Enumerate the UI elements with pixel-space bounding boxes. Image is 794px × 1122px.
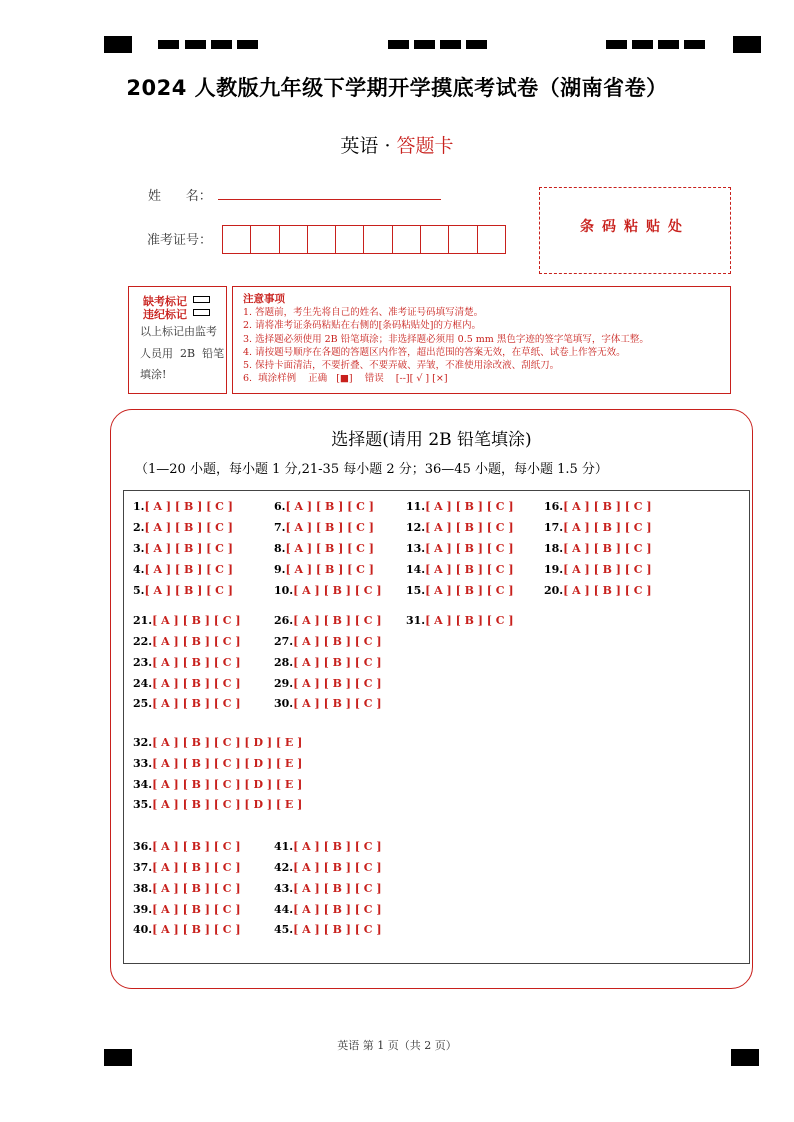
answer-row[interactable] bbox=[133, 736, 302, 749]
answer-row[interactable] bbox=[133, 840, 241, 853]
question-number: 20. bbox=[544, 584, 564, 597]
answer-row[interactable] bbox=[133, 614, 241, 627]
answer-options[interactable]: [ A ] [ B ] [ C ] bbox=[152, 614, 241, 627]
answer-options[interactable]: [ A ] [ B ] [ C ] bbox=[563, 500, 652, 513]
subtitle-subject: 英语 · bbox=[340, 135, 397, 157]
registration-mark bbox=[211, 40, 232, 49]
answer-options[interactable]: [ A ] [ B ] [ C ] bbox=[144, 521, 233, 534]
answer-options[interactable]: [ A ] [ B ] [ C ] bbox=[293, 677, 382, 690]
question-number: 41. bbox=[274, 840, 294, 853]
answer-options[interactable]: [ A ] [ B ] [ C ] [ D ] [ E ] bbox=[152, 778, 303, 791]
question-number: 35. bbox=[133, 798, 153, 811]
question-number: 25. bbox=[133, 697, 153, 710]
answer-row[interactable] bbox=[544, 563, 652, 576]
answer-options[interactable]: [ A ] [ B ] [ C ] bbox=[563, 584, 652, 597]
absent-mark-label: 缺考标记 bbox=[143, 295, 187, 308]
answer-row[interactable] bbox=[133, 635, 241, 648]
notice-item: 1. 答题前，考生先将自己的姓名、准考证号码填写清楚。 bbox=[243, 307, 484, 318]
question-number: 37. bbox=[133, 861, 153, 874]
answer-row[interactable] bbox=[274, 677, 382, 690]
answer-options[interactable]: [ A ] [ B ] [ C ] bbox=[285, 563, 374, 576]
question-number: 9. bbox=[274, 563, 286, 576]
absent-checkbox[interactable] bbox=[193, 296, 210, 303]
answer-row[interactable] bbox=[274, 923, 382, 936]
answer-options[interactable]: [ A ] [ B ] [ C ] bbox=[293, 923, 382, 936]
mark-note: 以上标记由监考 bbox=[140, 325, 217, 338]
answer-row[interactable] bbox=[133, 656, 241, 669]
answer-row[interactable] bbox=[274, 584, 382, 597]
id-digit-box[interactable] bbox=[335, 225, 364, 254]
answer-options[interactable]: [ A ] [ B ] [ C ] bbox=[293, 861, 382, 874]
answer-options[interactable]: [ A ] [ B ] [ C ] bbox=[563, 521, 652, 534]
absence-mark-box bbox=[128, 286, 227, 394]
registration-mark bbox=[658, 40, 679, 49]
subtitle-card: 答题卡 bbox=[396, 135, 454, 157]
question-number: 26. bbox=[274, 614, 294, 627]
answer-options[interactable]: [ A ] [ B ] [ C ] bbox=[425, 584, 514, 597]
id-digit-box[interactable] bbox=[477, 225, 506, 254]
answer-row[interactable] bbox=[133, 923, 241, 936]
violation-mark-label: 违纪标记 bbox=[143, 308, 187, 321]
answer-row[interactable] bbox=[133, 861, 241, 874]
answer-options[interactable]: [ A ] [ B ] [ C ] [ D ] [ E ] bbox=[152, 757, 303, 770]
answer-options[interactable]: [ A ] [ B ] [ C ] bbox=[152, 903, 241, 916]
answer-options[interactable]: [ A ] [ B ] [ C ] bbox=[425, 521, 514, 534]
name-field[interactable] bbox=[218, 199, 441, 200]
answer-row[interactable] bbox=[133, 584, 233, 597]
answer-options[interactable]: [ A ] [ B ] [ C ] bbox=[285, 500, 374, 513]
answer-row[interactable] bbox=[274, 635, 382, 648]
answer-row[interactable] bbox=[406, 584, 514, 597]
question-number: 5. bbox=[133, 584, 145, 597]
registration-mark bbox=[440, 40, 461, 49]
registration-mark bbox=[466, 40, 487, 49]
answer-row[interactable] bbox=[133, 500, 233, 513]
answer-options[interactable]: [ A ] [ B ] [ C ] bbox=[293, 584, 382, 597]
answer-row[interactable] bbox=[133, 521, 233, 534]
answer-options[interactable]: [ A ] [ B ] [ C ] bbox=[152, 923, 241, 936]
name-label: 姓 名： bbox=[148, 189, 212, 204]
question-number: 16. bbox=[544, 500, 564, 513]
answer-options[interactable]: [ A ] [ B ] [ C ] bbox=[144, 584, 233, 597]
answer-options[interactable]: [ A ] [ B ] [ C ] bbox=[152, 840, 241, 853]
question-number: 23. bbox=[133, 656, 153, 669]
answer-row[interactable] bbox=[406, 614, 514, 627]
page-subtitle bbox=[0, 131, 794, 158]
answer-options[interactable]: [ A ] [ B ] [ C ] bbox=[293, 697, 382, 710]
answer-options[interactable]: [ A ] [ B ] [ C ] bbox=[293, 635, 382, 648]
answer-options[interactable]: [ A ] [ B ] [ C ] bbox=[293, 840, 382, 853]
question-number: 30. bbox=[274, 697, 294, 710]
id-label: 准考证号： bbox=[147, 233, 213, 248]
answer-options[interactable]: [ A ] [ B ] [ C ] bbox=[563, 563, 652, 576]
question-number: 29. bbox=[274, 677, 294, 690]
answer-row[interactable] bbox=[274, 903, 382, 916]
question-number: 40. bbox=[133, 923, 153, 936]
registration-mark bbox=[185, 40, 206, 49]
answer-options[interactable]: [ A ] [ B ] [ C ] bbox=[152, 882, 241, 895]
question-number: 17. bbox=[544, 521, 564, 534]
answer-row[interactable] bbox=[274, 697, 382, 710]
answer-row[interactable] bbox=[274, 542, 374, 555]
answer-options[interactable]: [ A ] [ B ] [ C ] bbox=[152, 677, 241, 690]
answer-options[interactable]: [ A ] [ B ] [ C ] [ D ] [ E ] bbox=[152, 798, 303, 811]
notice-item: 3. 选择题必须使用 2B 铅笔填涂；非选择题必须用 0.5 mm 黑色字迹的签字笔填写，字体工整。 bbox=[243, 333, 649, 345]
id-digit-box[interactable] bbox=[363, 225, 392, 254]
registration-mark bbox=[104, 36, 132, 53]
question-number: 19. bbox=[544, 563, 564, 576]
answer-options[interactable]: [ A ] [ B ] [ C ] bbox=[285, 542, 374, 555]
registration-mark bbox=[632, 40, 653, 49]
answer-row[interactable] bbox=[133, 798, 302, 811]
question-number: 27. bbox=[274, 635, 294, 648]
question-number: 33. bbox=[133, 757, 153, 770]
id-digit-box[interactable] bbox=[279, 225, 308, 254]
question-number: 14. bbox=[406, 563, 426, 576]
answer-options[interactable]: [ A ] [ B ] [ C ] bbox=[144, 500, 233, 513]
registration-mark bbox=[237, 40, 258, 49]
answer-row[interactable] bbox=[133, 542, 233, 555]
answer-options[interactable]: [ A ] [ B ] [ C ] bbox=[152, 697, 241, 710]
question-number: 42. bbox=[274, 861, 294, 874]
question-number: 15. bbox=[406, 584, 426, 597]
question-number: 34. bbox=[133, 778, 153, 791]
answer-row[interactable] bbox=[274, 861, 382, 874]
question-number: 10. bbox=[274, 584, 294, 597]
answer-options[interactable]: [ A ] [ B ] [ C ] bbox=[425, 500, 514, 513]
answer-row[interactable] bbox=[544, 542, 652, 555]
id-digit-box[interactable] bbox=[250, 225, 279, 254]
violation-checkbox[interactable] bbox=[193, 309, 210, 316]
question-number: 6. bbox=[274, 500, 286, 513]
id-digit-box[interactable] bbox=[448, 225, 477, 254]
answer-options[interactable]: [ A ] [ B ] [ C ] bbox=[144, 563, 233, 576]
question-number: 21. bbox=[133, 614, 153, 627]
answer-row[interactable] bbox=[274, 656, 382, 669]
answer-options[interactable]: [ A ] [ B ] [ C ] bbox=[425, 614, 514, 627]
answer-row[interactable] bbox=[544, 584, 652, 597]
choice-scoring-note: （1—20 小题，每小题 1 分,21-35 每小题 2 分；36—45 小题，每小题 1.5 分） bbox=[135, 462, 608, 477]
question-number: 36. bbox=[133, 840, 153, 853]
question-number: 2. bbox=[133, 521, 145, 534]
notice-item: 4. 请按题号顺序在各题的答题区内作答，超出范围的答案无效，在草纸、试卷上作答无效。 bbox=[243, 346, 626, 358]
question-number: 8. bbox=[274, 542, 286, 555]
question-number: 11. bbox=[406, 500, 426, 513]
answer-row[interactable] bbox=[274, 563, 374, 576]
answer-row[interactable] bbox=[133, 677, 241, 690]
page-footer: 英语 第 1 页（共 2 页） bbox=[337, 1039, 457, 1052]
question-number: 4. bbox=[133, 563, 145, 576]
question-number: 1. bbox=[133, 500, 145, 513]
answer-row[interactable] bbox=[544, 500, 652, 513]
question-number: 31. bbox=[406, 614, 426, 627]
answer-options[interactable]: [ A ] [ B ] [ C ] [ D ] [ E ] bbox=[152, 736, 303, 749]
registration-mark bbox=[684, 40, 705, 49]
mark-note: 人员用 2B 铅笔 bbox=[140, 347, 225, 360]
choice-title: 选择题(请用 2B 铅笔填涂) bbox=[331, 430, 532, 450]
answer-row[interactable] bbox=[133, 697, 241, 710]
registration-mark bbox=[733, 36, 761, 53]
answer-row[interactable] bbox=[274, 614, 382, 627]
id-digit-box[interactable] bbox=[392, 225, 421, 254]
answer-options[interactable]: [ A ] [ B ] [ C ] bbox=[293, 882, 382, 895]
answer-options[interactable]: [ A ] [ B ] [ C ] bbox=[152, 656, 241, 669]
question-number: 44. bbox=[274, 903, 294, 916]
answer-options[interactable]: [ A ] [ B ] [ C ] bbox=[152, 861, 241, 874]
notice-heading: 注意事项 bbox=[243, 293, 285, 305]
question-number: 24. bbox=[133, 677, 153, 690]
question-number: 45. bbox=[274, 923, 294, 936]
question-number: 28. bbox=[274, 656, 294, 669]
question-number: 18. bbox=[544, 542, 564, 555]
answer-row[interactable] bbox=[274, 882, 382, 895]
barcode-label: 条码粘贴处 bbox=[580, 219, 690, 235]
answer-row[interactable] bbox=[544, 521, 652, 534]
answer-row[interactable] bbox=[274, 500, 374, 513]
question-number: 7. bbox=[274, 521, 286, 534]
question-number: 3. bbox=[133, 542, 145, 555]
answer-options[interactable]: [ A ] [ B ] [ C ] bbox=[144, 542, 233, 555]
question-number: 39. bbox=[133, 903, 153, 916]
question-number: 22. bbox=[133, 635, 153, 648]
barcode-area bbox=[539, 187, 731, 274]
notice-item: 5. 保持卡面清洁，不要折叠、不要弄破、弄皱，不准使用涂改液、刮纸刀。 bbox=[243, 360, 560, 372]
answer-row[interactable] bbox=[133, 778, 302, 791]
question-number: 32. bbox=[133, 736, 153, 749]
mark-note: 填涂! bbox=[140, 368, 167, 381]
answer-options[interactable]: [ A ] [ B ] [ C ] bbox=[293, 903, 382, 916]
answer-row[interactable] bbox=[406, 521, 514, 534]
id-digit-box[interactable] bbox=[307, 225, 336, 254]
answer-options[interactable]: [ A ] [ B ] [ C ] bbox=[425, 563, 514, 576]
answer-row[interactable] bbox=[274, 840, 382, 853]
notice-item: 6. 填涂样例 正确 [■] 错误 [--][ √ ] [×] bbox=[243, 373, 448, 385]
answer-row[interactable] bbox=[406, 500, 514, 513]
answer-options[interactable]: [ A ] [ B ] [ C ] bbox=[285, 521, 374, 534]
question-number: 38. bbox=[133, 882, 153, 895]
answer-options[interactable]: [ A ] [ B ] [ C ] bbox=[152, 635, 241, 648]
notice-item: 2. 请将准考证条码粘贴在右侧的[条码粘贴处]的方框内。 bbox=[243, 320, 481, 332]
registration-mark bbox=[414, 40, 435, 49]
answer-options[interactable]: [ A ] [ B ] [ C ] bbox=[425, 542, 514, 555]
registration-mark bbox=[606, 40, 627, 49]
registration-mark bbox=[158, 40, 179, 49]
answer-row[interactable] bbox=[274, 521, 374, 534]
registration-mark bbox=[388, 40, 409, 49]
answer-options[interactable]: [ A ] [ B ] [ C ] bbox=[293, 656, 382, 669]
id-digit-box[interactable] bbox=[222, 225, 251, 254]
answer-row[interactable] bbox=[406, 542, 514, 555]
answer-options[interactable]: [ A ] [ B ] [ C ] bbox=[293, 614, 382, 627]
answer-row[interactable] bbox=[406, 563, 514, 576]
question-number: 43. bbox=[274, 882, 294, 895]
question-number: 12. bbox=[406, 521, 426, 534]
id-number-boxes[interactable] bbox=[222, 225, 505, 254]
notice-box bbox=[232, 286, 731, 394]
id-digit-box[interactable] bbox=[420, 225, 449, 254]
page-title: 2024 人教版九年级下学期开学摸底考试卷（湖南省卷） bbox=[126, 76, 668, 100]
answer-options[interactable]: [ A ] [ B ] [ C ] bbox=[563, 542, 652, 555]
answer-row[interactable] bbox=[133, 563, 233, 576]
answer-row[interactable] bbox=[133, 757, 302, 770]
question-number: 13. bbox=[406, 542, 426, 555]
answer-row[interactable] bbox=[133, 903, 241, 916]
answer-row[interactable] bbox=[133, 882, 241, 895]
